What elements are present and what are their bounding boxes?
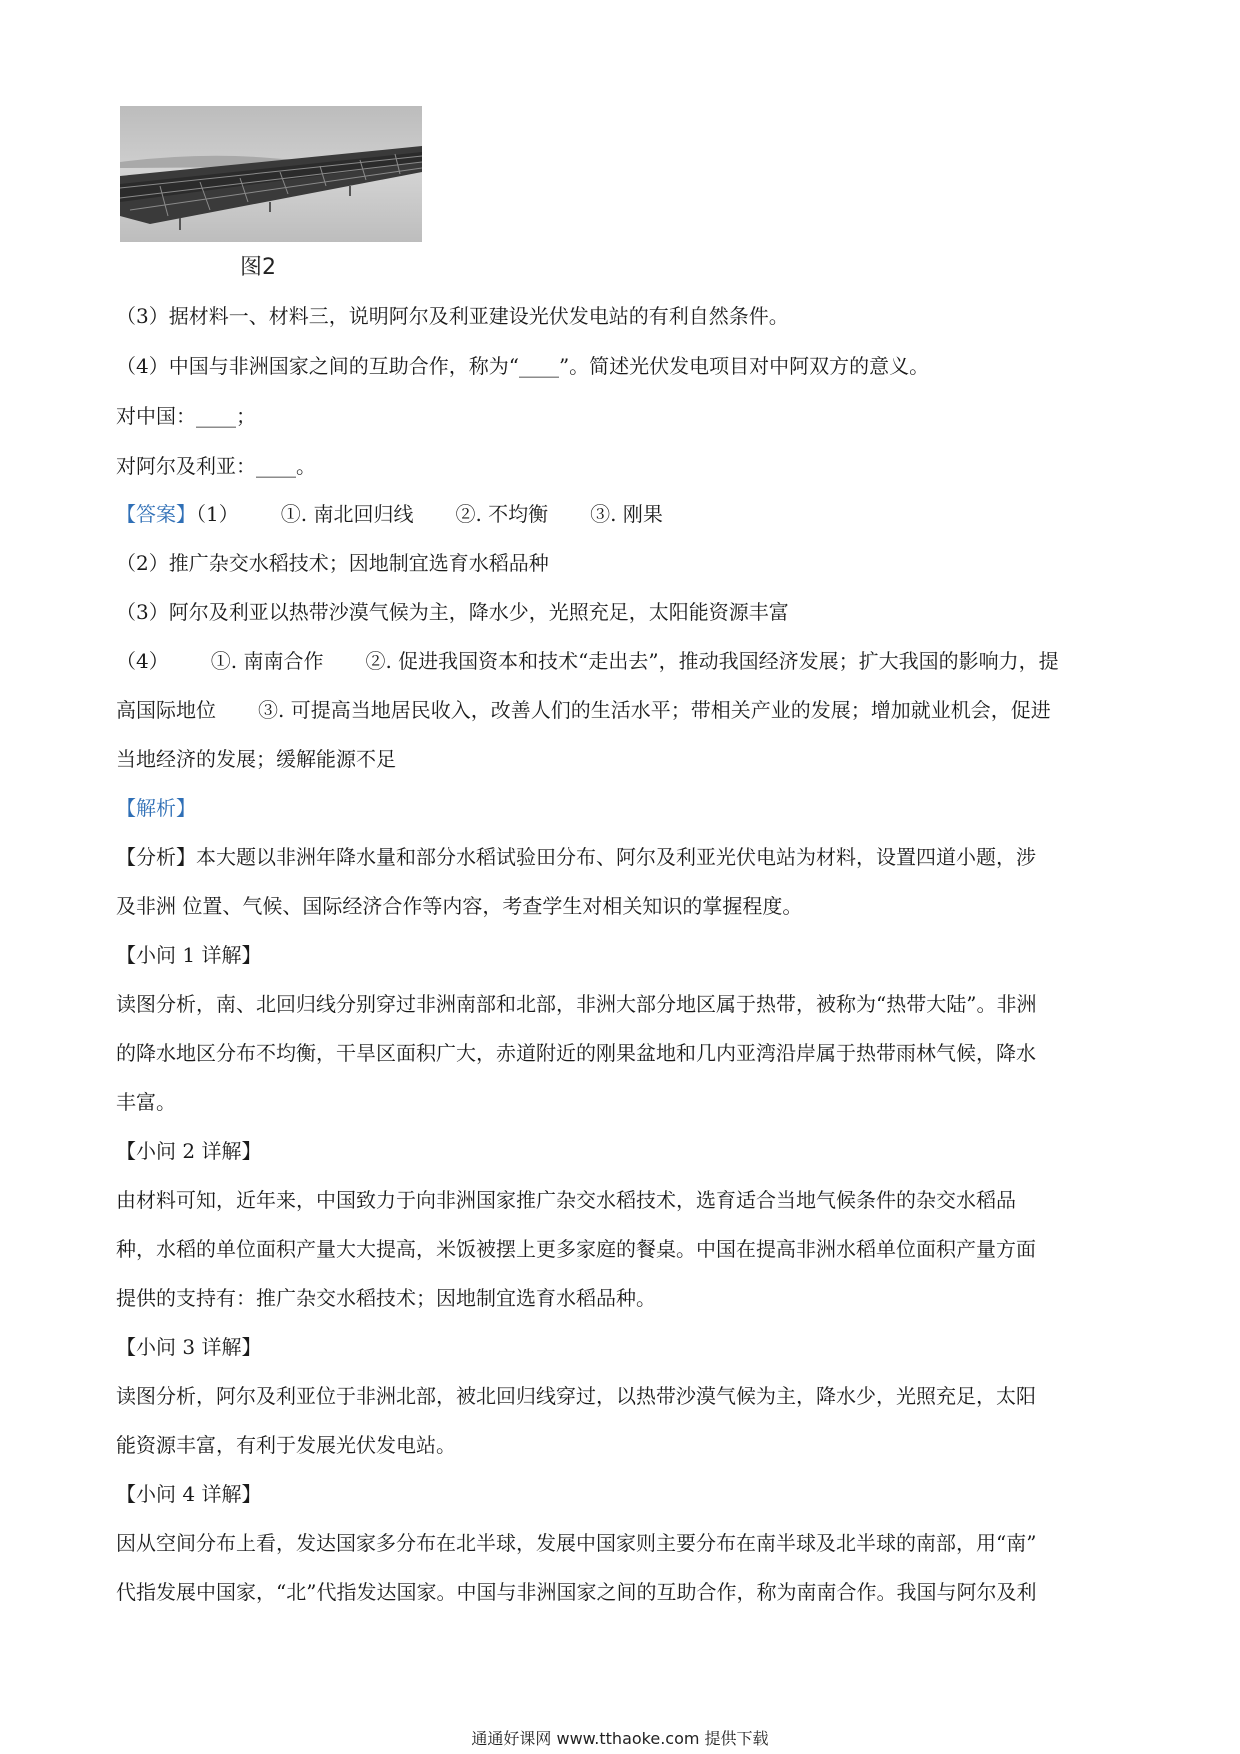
answer-4-line-2 bbox=[116, 696, 1051, 724]
sub-question-2-title: 【小问 2 详解】 bbox=[116, 1139, 262, 1163]
analysis-summary-line-2: 及非洲 位置、气候、国际经济合作等内容，考查学生对相关知识的掌握程度。 bbox=[116, 894, 803, 918]
answer-1-prefix: （1） bbox=[196, 502, 239, 526]
answer-1-item: ①. 南北回归线 bbox=[280, 502, 414, 526]
answer-3: （3）阿尔及利亚以热带沙漠气候为主，降水少，光照充足，太阳能资源丰富 bbox=[116, 600, 789, 624]
sub-question-4-title: 【小问 4 详解】 bbox=[116, 1482, 262, 1506]
answer-4-line-3: 当地经济的发展；缓解能源不足 bbox=[116, 747, 396, 771]
analysis-label: 【解析】 bbox=[116, 796, 196, 820]
sub-question-4-line: 因从空间分布上看，发达国家多分布在北半球，发展中国家则主要分布在南半球及北半球的南部，用“南” bbox=[116, 1531, 1037, 1555]
answer-4-line-1 bbox=[116, 647, 1059, 675]
sub-question-3-line: 读图分析，阿尔及利亚位于非洲北部，被北回归线穿过，以热带沙漠气候为主，降水少，光照充足，太阳 bbox=[116, 1384, 1036, 1408]
answer-4-item-3: ③. 可提高当地居民收入，改善人们的生活水平；带相关产业的发展；增加就业机会，促进 bbox=[258, 698, 1051, 722]
sub-question-1-line: 读图分析，南、北回归线分别穿过非洲南部和北部，非洲大部分地区属于热带，被称为“热带大陆”。非洲 bbox=[116, 992, 1037, 1016]
question-4-algeria: 对阿尔及利亚：____。 bbox=[116, 454, 316, 478]
question-3: （3）据材料一、材料三，说明阿尔及利亚建设光伏发电站的有利自然条件。 bbox=[116, 304, 789, 328]
question-4: （4）中国与非洲国家之间的互助合作，称为“____”。简述光伏发电项目对中阿双方的意义。 bbox=[116, 354, 930, 378]
answer-1-item: ②. 不均衡 bbox=[455, 502, 549, 526]
sub-question-2-line: 由材料可知，近年来，中国致力于向非洲国家推广杂交水稻技术，选育适合当地气候条件的杂交水稻品 bbox=[116, 1188, 1016, 1212]
answer-4-item-2: ②. 促进我国资本和技术“走出去”，推动我国经济发展；扩大我国的影响力，提 bbox=[365, 649, 1059, 673]
figure-caption: 图2 bbox=[240, 255, 276, 280]
sub-question-1-line: 丰富。 bbox=[116, 1090, 176, 1114]
answer-1 bbox=[116, 500, 663, 528]
sub-question-2-line: 种，水稻的单位面积产量大大提高，米饭被摆上更多家庭的餐桌。中国在提高非洲水稻单位面积产量方面 bbox=[116, 1237, 1036, 1261]
sub-question-3-line: 能资源丰富，有利于发展光伏发电站。 bbox=[116, 1433, 456, 1457]
sub-question-1-title: 【小问 1 详解】 bbox=[116, 943, 262, 967]
answer-2: （2）推广杂交水稻技术；因地制宜选育水稻品种 bbox=[116, 551, 549, 575]
solar-panels-photo bbox=[120, 106, 422, 242]
question-4-china: 对中国：____； bbox=[116, 404, 256, 428]
sub-question-2-line: 提供的支持有：推广杂交水稻技术；因地制宜选育水稻品种。 bbox=[116, 1286, 656, 1310]
answer-4-item-1: ①. 南南合作 bbox=[210, 649, 324, 673]
answer-4-prefix: （4） bbox=[116, 649, 169, 673]
answer-label: 【答案】 bbox=[116, 502, 196, 526]
solar-panels-photo-icon bbox=[120, 106, 422, 242]
sub-question-4-line: 代指发展中国家，“北”代指发达国家。中国与非洲国家之间的互助合作，称为南南合作。我国与阿尔及利 bbox=[116, 1580, 1037, 1604]
footer-watermark: 通通好课网 www.tthaoke.com 提供下载 bbox=[471, 1729, 769, 1748]
sub-question-1-line: 的降水地区分布不均衡，干旱区面积广大，赤道附近的刚果盆地和几内亚湾沿岸属于热带雨林气候，降水 bbox=[116, 1041, 1036, 1065]
sub-question-3-title: 【小问 3 详解】 bbox=[116, 1335, 262, 1359]
analysis-summary-line-1: 【分析】本大题以非洲年降水量和部分水稻试验田分布、阿尔及利亚光伏电站为材料，设置四道小题，涉 bbox=[116, 845, 1036, 869]
answer-1-item: ③. 刚果 bbox=[590, 502, 663, 526]
answer-4-line-2-text: 高国际地位 bbox=[116, 698, 216, 722]
